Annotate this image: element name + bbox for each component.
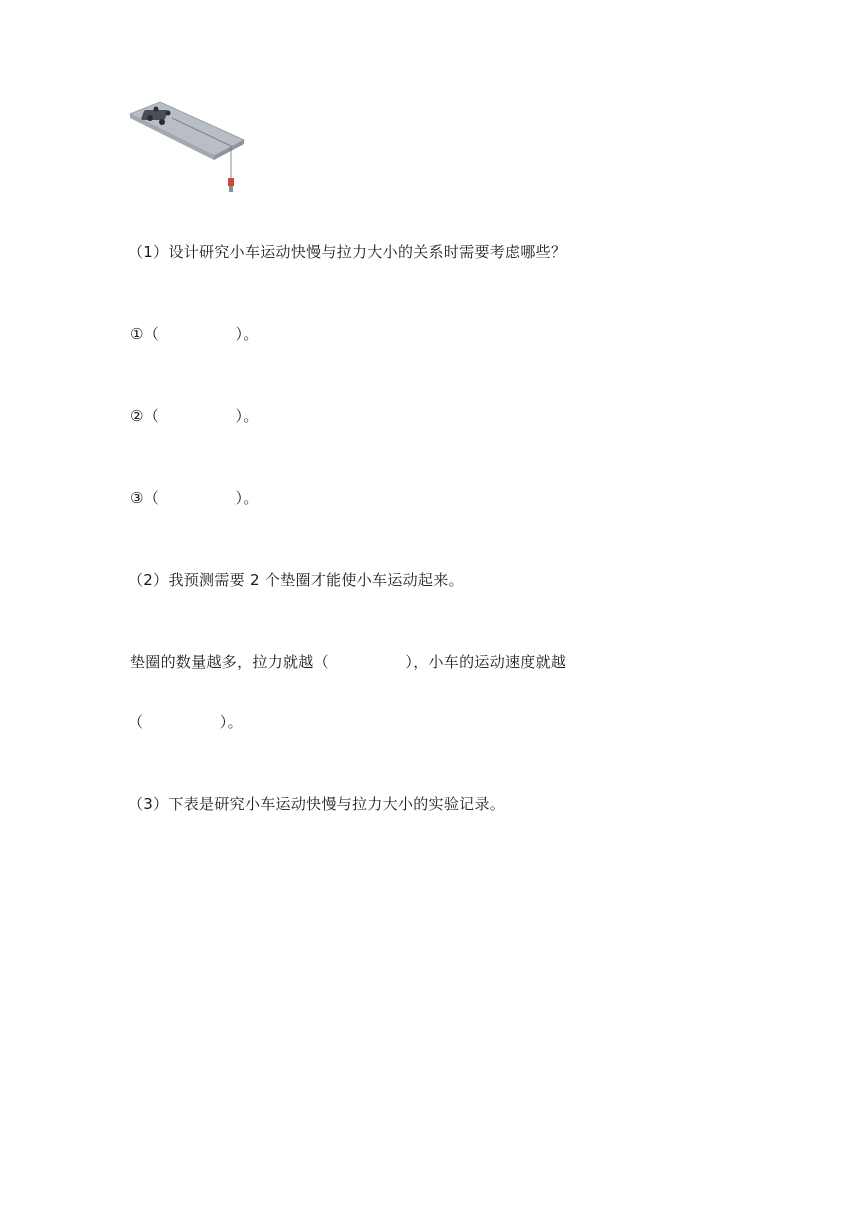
experiment-illustration (128, 100, 248, 198)
car-pulley-diagram (128, 100, 248, 198)
question-2-fill-line-2[interactable]: （ ）。 (128, 713, 243, 731)
question-1-blank-3[interactable]: ③（ ）。 (130, 489, 259, 507)
question-2-prompt: （2）我预测需要 2 个垫圈才能使小车运动起来。 (128, 571, 464, 589)
question-2-fill-line-1[interactable]: 垫圈的数量越多，拉力就越（ ），小车的运动速度就越 (130, 653, 567, 671)
question-3-prompt: （3）下表是研究小车运动快慢与拉力大小的实验记录。 (128, 795, 506, 813)
question-1-blank-1[interactable]: ①（ ）。 (130, 325, 259, 343)
weight-hook (229, 186, 233, 192)
washer-weight (228, 178, 234, 186)
question-1-blank-2[interactable]: ②（ ）。 (130, 407, 259, 425)
question-1-prompt: （1）设计研究小车运动快慢与拉力大小的关系时需要考虑哪些？ (128, 243, 567, 261)
